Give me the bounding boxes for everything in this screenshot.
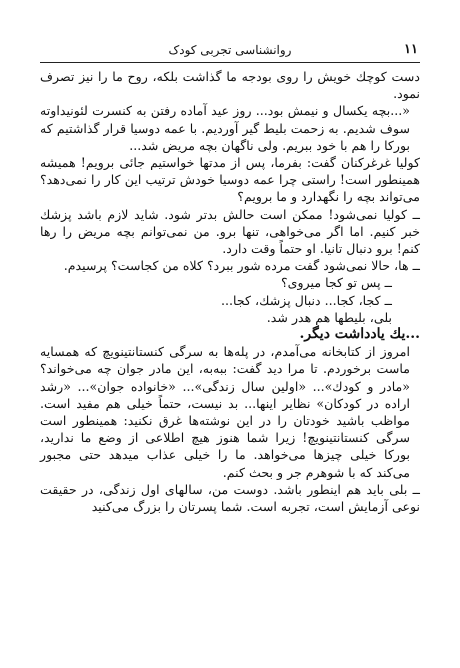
page-number: ۱۱ (404, 42, 418, 57)
paragraph: دست کوچك خويش را روی بودجه ما گذاشت بلکه، روح ما را نیز تصرف نمود. (40, 69, 420, 102)
paragraph: ــ ها، حالا نمی‌شود گفت مرده شور ببرد؟ کلاه من کجاست؟ پرسیدم. (63, 258, 420, 274)
dialogue-line: بلی، بلیطها هم هدر شد. (266, 309, 392, 325)
running-title: روانشناسی تجربی کودک (168, 43, 292, 57)
running-header (40, 40, 420, 63)
paragraph: امروز از کتابخانه می‌آمدم، در پله‌ها به سرگی کنستانتینویچ که همسایه ماست برخوردم. تا مرا دید گفت: ببه‌به، این مادر جوان چه می‌خواند؟ «مادر و کودك»... «اولین سال زندگی»... «خانواده جوان»... «رشد اراده در کودکان» نظایر اینها... بد نیست، حتماً خیلی هم مفید است. مواظب باشید خودتان را در این نوشته‌ها غرق نکنید: همینطور است سرگی کنستانتینویچ! زیرا شما هنوز هیچ اطلاعی از وضع ما ندارید، بورکا خیلی چیزها می‌خواهد. ما را خیلی عذاب میدهد حتی مجبور می‌کند که با شوهرم جر و بحث کنم. (40, 344, 410, 480)
dialogue-line: ــ کجا، کجا... دنبال پزشك، کجا... (221, 292, 392, 308)
dialogue-line: ــ پس تو کجا میروی؟ (280, 275, 392, 291)
paragraph: ــ بلی باید هم اینطور باشد. دوست من، سالهای اول زندگی، در حقیقت نوعی آزمایش است، تجربه است. شما پسرتان را بزرگ می‌کنید (40, 481, 420, 515)
paragraph: «...بچه یکسال و نیمش بود... روز عید آماده رفتن به کنسرت لئونیداوته سوف شدیم. به زحمت بلیط گیر آوردیم. با عمه دوسیا قرار گذاشتیم که بورکا را هم با خود ببریم. ولی ناگهان بچه مریض شد... (40, 103, 410, 153)
page-body (40, 68, 420, 515)
paragraph: ــ کولیا نمی‌شود! ممکن است حالش بدتر شود. شاید لازم باشد پزشك خبر کنیم. اما اگر می‌خواهی، تنها برو. من نمی‌توانم بچه مریض را رها کنم! برو دنبال تانیا. او حتماً وقت دارد. (40, 206, 420, 257)
paragraph: کولیا غرغرکنان گفت: بفرما، پس از مدتها خواستیم جائی برویم! همیشه همینطور است! راستی چرا عمه دوسیا خودش ترتیب این کار را نمی‌دهد؟ می‌تواند بچه را نگهدارد و ما برویم؟ (40, 155, 420, 205)
section-title: ...یك یادداشت دیگر. (299, 326, 420, 343)
